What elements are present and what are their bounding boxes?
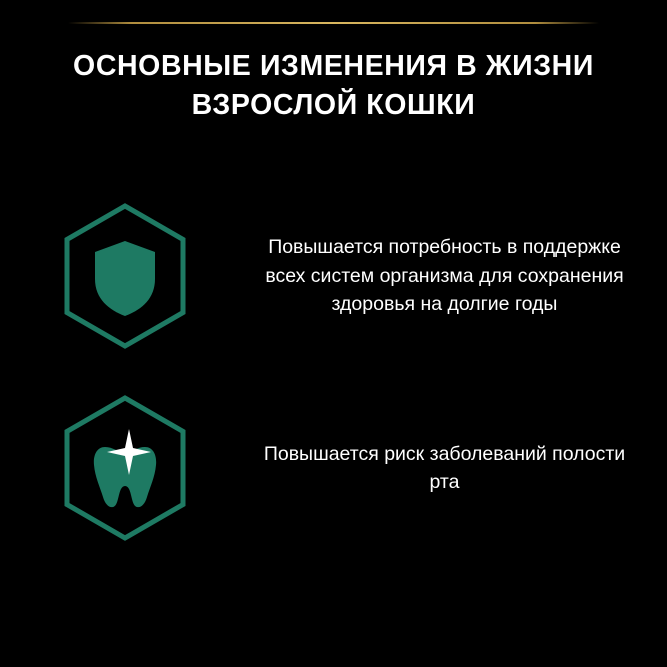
list-item-text: Повышается потребность в поддержке всех систем организма для сохранения здоровья на долгие годы bbox=[265, 236, 624, 316]
top-gold-divider bbox=[68, 22, 599, 24]
list-item bbox=[0, 388, 667, 548]
text-cell bbox=[250, 233, 667, 318]
list-item-text: Повышается риск заболеваний полости рта bbox=[263, 442, 626, 493]
icon-cell bbox=[0, 203, 250, 349]
icon-cell bbox=[0, 395, 250, 541]
text-cell bbox=[250, 440, 667, 497]
tooth-sparkle-in-hexagon-icon bbox=[61, 395, 189, 541]
list-item bbox=[0, 196, 667, 356]
feature-list bbox=[0, 196, 667, 548]
page-title: ОСНОВНЫЕ ИЗМЕНЕНИЯ В ЖИЗНИ ВЗРОСЛОЙ КОШКИ bbox=[73, 50, 594, 121]
shield-in-hexagon-icon bbox=[61, 203, 189, 349]
